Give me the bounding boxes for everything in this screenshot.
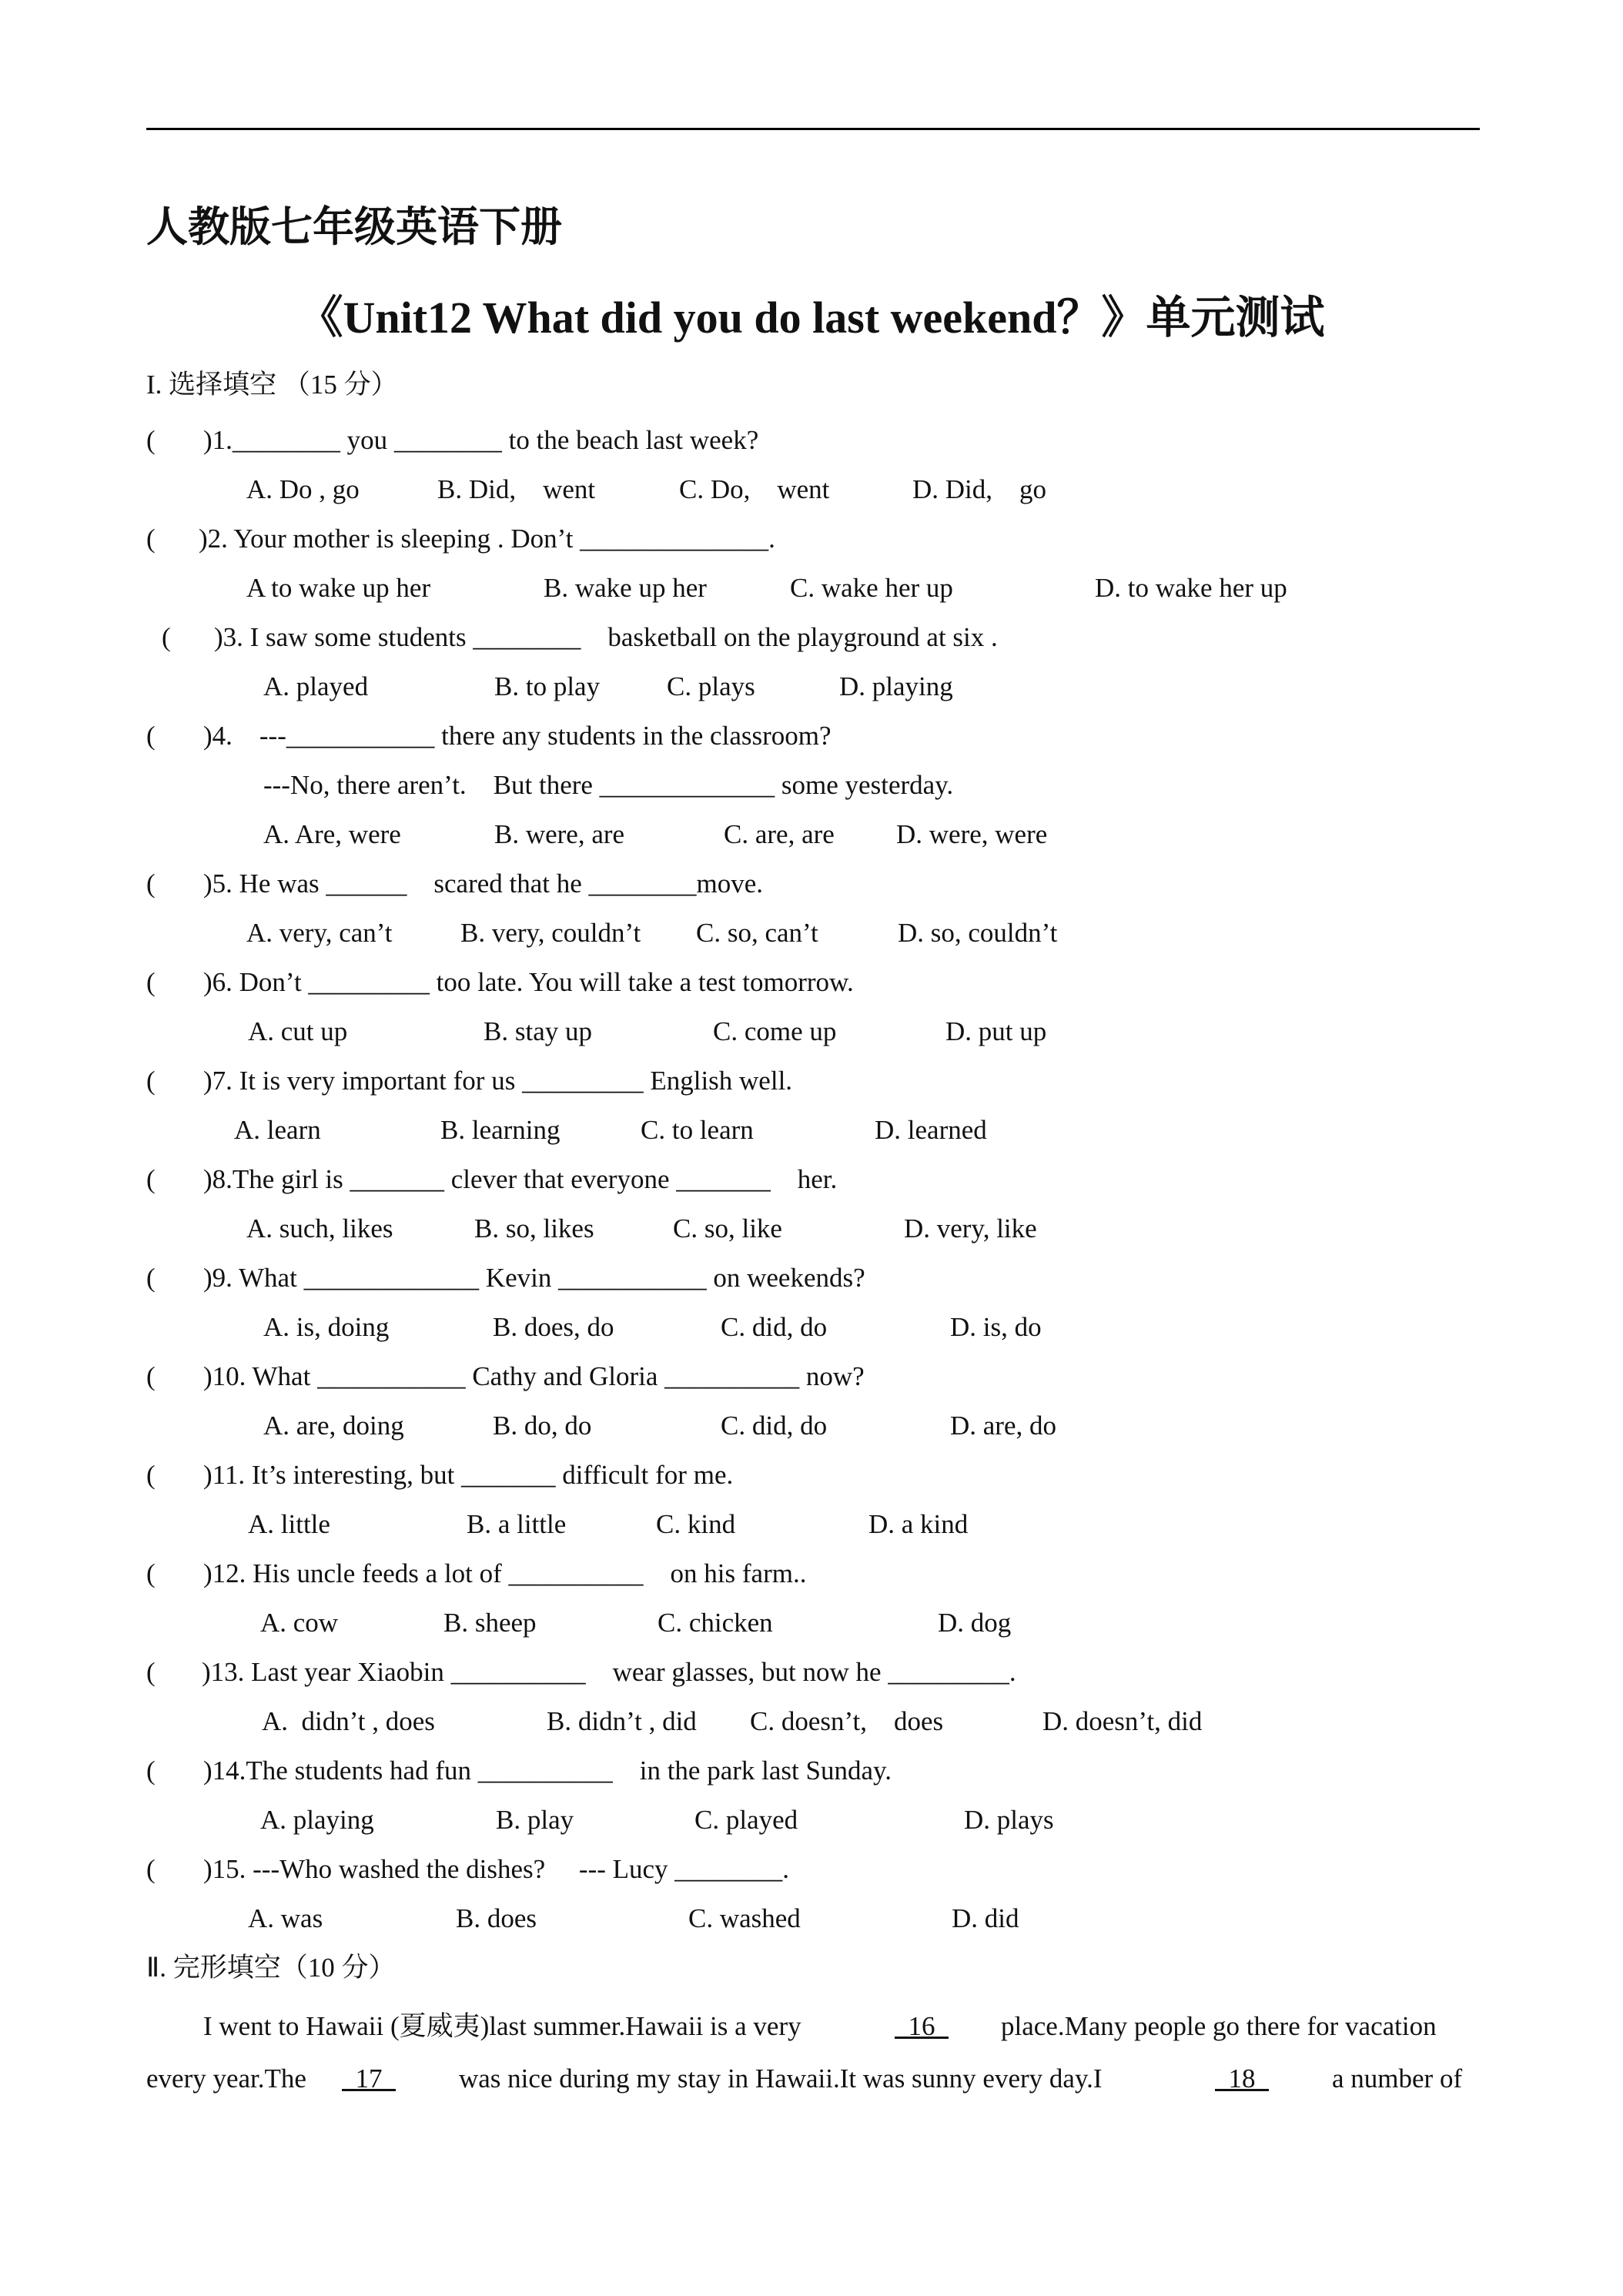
q1-option-d: D. Did, go <box>912 474 1047 504</box>
q3-option-a: A. played <box>263 671 369 701</box>
q2-option-b: B. wake up her <box>544 573 707 603</box>
q3-option-b: B. to play <box>494 671 601 701</box>
cloze-blank-18: 18 <box>1215 2063 1269 2094</box>
cloze-line-1-a: I went to Hawaii (夏威夷)last summer.Hawaii is a very <box>203 2011 801 2041</box>
q4-option-c: C. are, are <box>724 819 835 849</box>
q12-option-b: B. sheep <box>443 1608 537 1638</box>
q10-stem: )10. What ___________ Cathy and Gloria __________ now? <box>203 1361 865 1391</box>
q12-option-d: D. dog <box>938 1608 1012 1638</box>
q8-option-a: A. such, likes <box>246 1213 393 1243</box>
q7-option-d: D. learned <box>875 1115 987 1145</box>
cloze-line-2-c: a number of <box>1332 2063 1463 2094</box>
q8-option-d: D. very, like <box>904 1213 1037 1243</box>
q12-option-c: C. chicken <box>658 1608 773 1638</box>
q9-option-a: A. is, doing <box>263 1312 390 1342</box>
cloze-line-1-b: place.Many people go there for vacation <box>1001 2011 1437 2041</box>
q9-paren: ( <box>146 1263 156 1293</box>
q5-paren: ( <box>146 869 156 899</box>
q2-option-d: D. to wake her up <box>1095 573 1287 603</box>
cloze-blank-17: 17 <box>342 2063 396 2094</box>
cloze-line-2-a: every year.The <box>146 2063 306 2094</box>
q12-option-a: A. cow <box>260 1608 339 1638</box>
q5-option-a: A. very, can’t <box>246 918 393 948</box>
q13-stem: )13. Last year Xiaobin __________ wear glasses, but now he _________. <box>202 1657 1016 1687</box>
q11-stem: )11. It’s interesting, but _______ difficult for me. <box>203 1460 734 1490</box>
q11-option-c: C. kind <box>656 1509 736 1539</box>
q4-paren: ( <box>146 721 156 751</box>
q1-option-c: C. Do, went <box>679 474 830 504</box>
q4-option-a: A. Are, were <box>263 819 401 849</box>
q6-option-d: D. put up <box>945 1016 1047 1046</box>
q8-stem: )8.The girl is _______ clever that everyone _______ her. <box>203 1164 838 1194</box>
q10-option-b: B. do, do <box>493 1411 592 1441</box>
q7-stem: )7. It is very important for us _________ English well. <box>203 1066 793 1096</box>
q6-option-a: A. cut up <box>248 1016 348 1046</box>
q10-option-a: A. are, doing <box>263 1411 404 1441</box>
q13-option-c: C. doesn’t, does <box>750 1706 944 1736</box>
section-1-heading: I. 选择填空 （15 分） <box>146 370 398 400</box>
unit-subtitle: 《Unit12 What did you do last weekend？》单元测试 <box>298 293 1325 343</box>
q9-option-c: C. did, do <box>721 1312 828 1342</box>
q11-option-d: D. a kind <box>868 1509 969 1539</box>
q15-option-c: C. washed <box>688 1903 801 1933</box>
q15-option-b: B. does <box>456 1903 537 1933</box>
q4-option-d: D. were, were <box>896 819 1048 849</box>
q15-stem: )15. ---Who washed the dishes? --- Lucy ________. <box>203 1854 790 1884</box>
q14-option-b: B. play <box>496 1805 574 1835</box>
q15-option-a: A. was <box>248 1903 323 1933</box>
q6-option-b: B. stay up <box>484 1016 592 1046</box>
q11-option-a: A. little <box>248 1509 330 1539</box>
q5-option-c: C. so, can’t <box>696 918 818 948</box>
q13-option-b: B. didn’t , did <box>547 1706 697 1736</box>
q9-stem: )9. What _____________ Kevin ___________ on weekends? <box>203 1263 865 1293</box>
q6-paren: ( <box>146 967 156 997</box>
q10-option-c: C. did, do <box>721 1411 828 1441</box>
q13-option-a: A. didn’t , does <box>262 1706 435 1736</box>
q4-option-b: B. were, are <box>494 819 625 849</box>
q12-paren: ( <box>146 1558 156 1588</box>
section-2-heading: Ⅱ. 完形填空（10 分） <box>146 1953 396 1983</box>
q2-stem: )2. Your mother is sleeping . Don’t ______________. <box>199 524 775 554</box>
q7-option-a: A. learn <box>234 1115 321 1145</box>
q8-paren: ( <box>146 1164 156 1194</box>
q10-option-d: D. are, do <box>950 1411 1057 1441</box>
q14-stem: )14.The students had fun __________ in the park last Sunday. <box>203 1755 892 1786</box>
q14-option-a: A. playing <box>260 1805 374 1835</box>
q14-option-d: D. plays <box>964 1805 1054 1835</box>
q7-option-c: C. to learn <box>641 1115 754 1145</box>
q7-option-b: B. learning <box>440 1115 561 1145</box>
q3-option-d: D. playing <box>839 671 953 701</box>
q6-stem: )6. Don’t _________ too late. You will take a test tomorrow. <box>203 967 854 997</box>
q15-option-d: D. did <box>952 1903 1019 1933</box>
worksheet-title: 人教版七年级英语下册 <box>146 202 562 251</box>
cloze-line-2-b: was nice during my stay in Hawaii.It was sunny every day.I <box>459 2063 1103 2094</box>
q2-paren: ( <box>146 524 156 554</box>
q3-stem: )3. I saw some students ________ basketball on the playground at six . <box>214 622 998 652</box>
q13-paren: ( <box>146 1657 156 1687</box>
q7-paren: ( <box>146 1066 156 1096</box>
q5-stem: )5. He was ______ scared that he ________move. <box>203 869 764 899</box>
q1-paren: ( <box>146 425 156 455</box>
q13-option-d: D. doesn’t, did <box>1042 1706 1203 1736</box>
q4-stem: )4. ---___________ there any students in the classroom? <box>203 721 832 751</box>
cloze-blank-16: 16 <box>895 2011 949 2041</box>
q2-option-c: C. wake her up <box>790 573 953 603</box>
q14-paren: ( <box>146 1755 156 1786</box>
q8-option-c: C. so, like <box>673 1213 782 1243</box>
q8-option-b: B. so, likes <box>474 1213 594 1243</box>
q3-paren: ( <box>162 622 171 652</box>
q11-paren: ( <box>146 1460 156 1490</box>
q4-stem-reply: ---No, there aren’t. But there _____________ some yesterday. <box>263 770 954 800</box>
q12-stem: )12. His uncle feeds a lot of __________ on his farm.. <box>203 1558 807 1588</box>
q6-option-c: C. come up <box>713 1016 837 1046</box>
q10-paren: ( <box>146 1361 156 1391</box>
q15-paren: ( <box>146 1854 156 1884</box>
q2-option-a: A to wake up her <box>246 573 431 603</box>
q9-option-d: D. is, do <box>950 1312 1042 1342</box>
q1-option-b: B. Did, went <box>437 474 596 504</box>
q11-option-b: B. a little <box>467 1509 567 1539</box>
q5-option-b: B. very, couldn’t <box>460 918 641 948</box>
q1-stem: )1.________ you ________ to the beach last week? <box>203 425 759 455</box>
q5-option-d: D. so, couldn’t <box>898 918 1058 948</box>
q3-option-c: C. plays <box>667 671 755 701</box>
q14-option-c: C. played <box>694 1805 798 1835</box>
q9-option-b: B. does, do <box>493 1312 614 1342</box>
header-rule <box>146 128 1480 130</box>
q1-option-a: A. Do , go <box>246 474 360 504</box>
